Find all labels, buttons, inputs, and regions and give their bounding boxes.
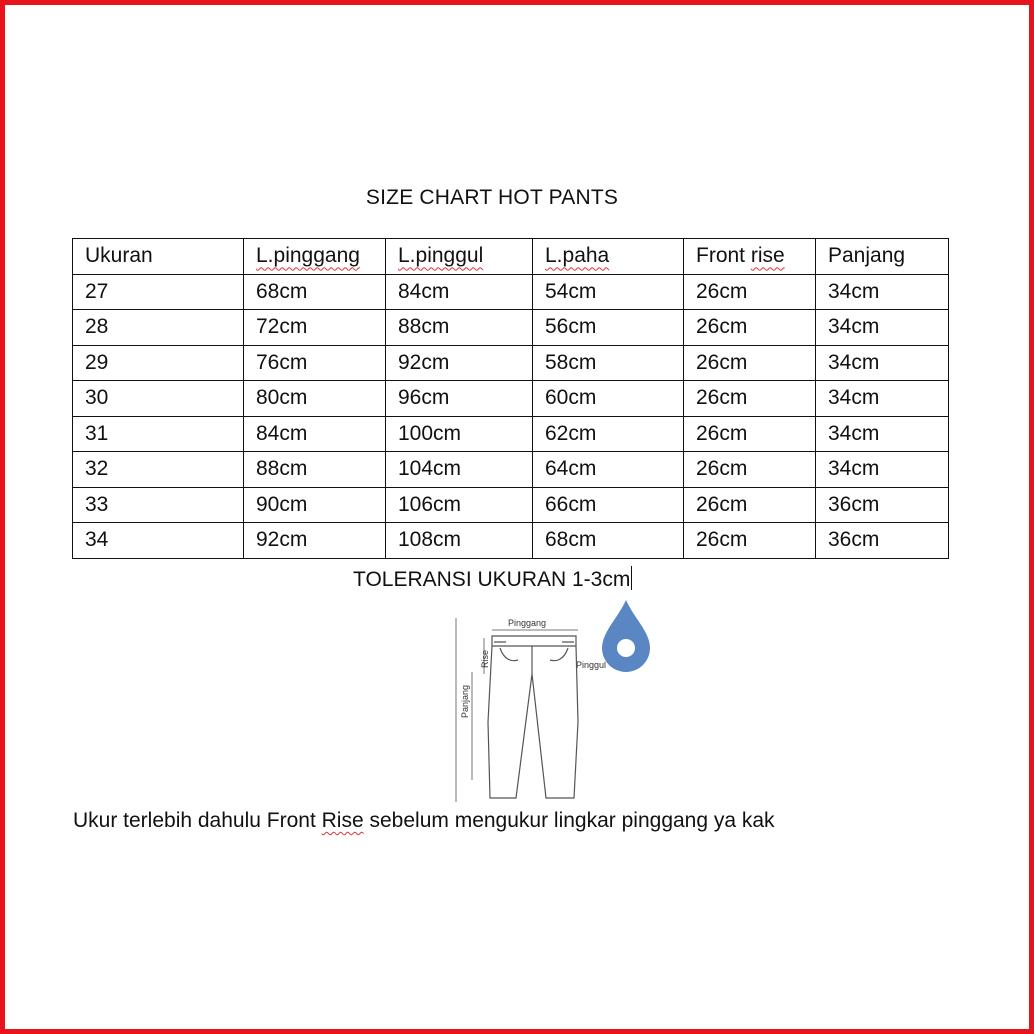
table-cell: 31 bbox=[73, 416, 244, 452]
table-cell: 29 bbox=[73, 345, 244, 381]
table-cell: 106cm bbox=[386, 487, 533, 523]
drop-hole bbox=[617, 639, 635, 657]
table-cell: 62cm bbox=[533, 416, 684, 452]
table-row bbox=[73, 345, 949, 381]
table-cell: 54cm bbox=[533, 274, 684, 310]
table-cell: 76cm bbox=[244, 345, 386, 381]
table-cell: 26cm bbox=[684, 523, 816, 559]
table-cell: 34cm bbox=[816, 345, 949, 381]
table-cell: 26cm bbox=[684, 487, 816, 523]
table-cell: 58cm bbox=[533, 345, 684, 381]
table-row bbox=[73, 381, 949, 417]
table-cell: 88cm bbox=[244, 452, 386, 488]
table-cell: 68cm bbox=[533, 523, 684, 559]
note-text-end: sebelum mengukur lingkar pinggang ya kak bbox=[363, 809, 775, 832]
table-cell: 36cm bbox=[816, 523, 949, 559]
table-cell: 33 bbox=[73, 487, 244, 523]
size-chart-table bbox=[72, 238, 949, 559]
table-row bbox=[73, 523, 949, 559]
page-title: SIZE CHART HOT PANTS bbox=[365, 186, 619, 209]
table-cell: 92cm bbox=[244, 523, 386, 559]
table-cell: 26cm bbox=[684, 452, 816, 488]
table-cell: 30 bbox=[73, 381, 244, 417]
table-cell: 34cm bbox=[816, 416, 949, 452]
table-cell: 26cm bbox=[684, 381, 816, 417]
table-cell: 32 bbox=[73, 452, 244, 488]
header-l-pinggang: L.pinggang bbox=[244, 239, 386, 275]
table-cell: 92cm bbox=[386, 345, 533, 381]
hip-label: Pinggul bbox=[576, 660, 607, 670]
table-row bbox=[73, 452, 949, 488]
table-cell: 27 bbox=[73, 274, 244, 310]
table-cell: 26cm bbox=[684, 416, 816, 452]
table-row bbox=[73, 416, 949, 452]
table-cell: 34cm bbox=[816, 274, 949, 310]
table-row bbox=[73, 274, 949, 310]
pants-icon bbox=[488, 636, 578, 798]
table-cell: 36cm bbox=[816, 487, 949, 523]
header-panjang: Panjang bbox=[816, 239, 949, 275]
table-cell: 26cm bbox=[684, 310, 816, 346]
note-text-start: Ukur terlebih dahulu Front bbox=[73, 809, 322, 832]
header-l-pinggul: L.pinggul bbox=[386, 239, 533, 275]
table-cell: 96cm bbox=[386, 381, 533, 417]
table-cell: 66cm bbox=[533, 487, 684, 523]
header-front-rise-label: Front rise bbox=[696, 244, 785, 268]
rise-label: Rise bbox=[480, 649, 490, 668]
pants-measurement-diagram bbox=[448, 612, 618, 804]
table-cell: 72cm bbox=[244, 310, 386, 346]
table-cell: 104cm bbox=[386, 452, 533, 488]
text-cursor bbox=[631, 566, 632, 590]
tolerance-text: TOLERANSI UKURAN 1-3cm bbox=[353, 568, 631, 591]
table-cell: 34cm bbox=[816, 310, 949, 346]
table-cell: 84cm bbox=[386, 274, 533, 310]
table-cell: 64cm bbox=[533, 452, 684, 488]
table-cell: 26cm bbox=[684, 274, 816, 310]
table-header-row bbox=[73, 239, 949, 275]
header-ukuran: Ukuran bbox=[73, 239, 244, 275]
table-cell: 56cm bbox=[533, 310, 684, 346]
table-cell: 28 bbox=[73, 310, 244, 346]
waist-label: Pinggang bbox=[508, 618, 547, 628]
measurement-note bbox=[73, 809, 775, 833]
table-row bbox=[73, 487, 949, 523]
table-cell: 34cm bbox=[816, 452, 949, 488]
table-cell: 34 bbox=[73, 523, 244, 559]
table-cell: 100cm bbox=[386, 416, 533, 452]
table-cell: 90cm bbox=[244, 487, 386, 523]
table-cell: 60cm bbox=[533, 381, 684, 417]
table-cell: 68cm bbox=[244, 274, 386, 310]
table-cell: 34cm bbox=[816, 381, 949, 417]
header-front-rise bbox=[684, 239, 816, 275]
table-row bbox=[73, 310, 949, 346]
table-cell: 88cm bbox=[386, 310, 533, 346]
table-cell: 26cm bbox=[684, 345, 816, 381]
note-text-rise: Rise bbox=[321, 809, 364, 832]
length-label: Panjang bbox=[460, 684, 470, 718]
table-cell: 80cm bbox=[244, 381, 386, 417]
header-l-paha: L.paha bbox=[533, 239, 684, 275]
table-cell: 108cm bbox=[386, 523, 533, 559]
table-cell: 84cm bbox=[244, 416, 386, 452]
